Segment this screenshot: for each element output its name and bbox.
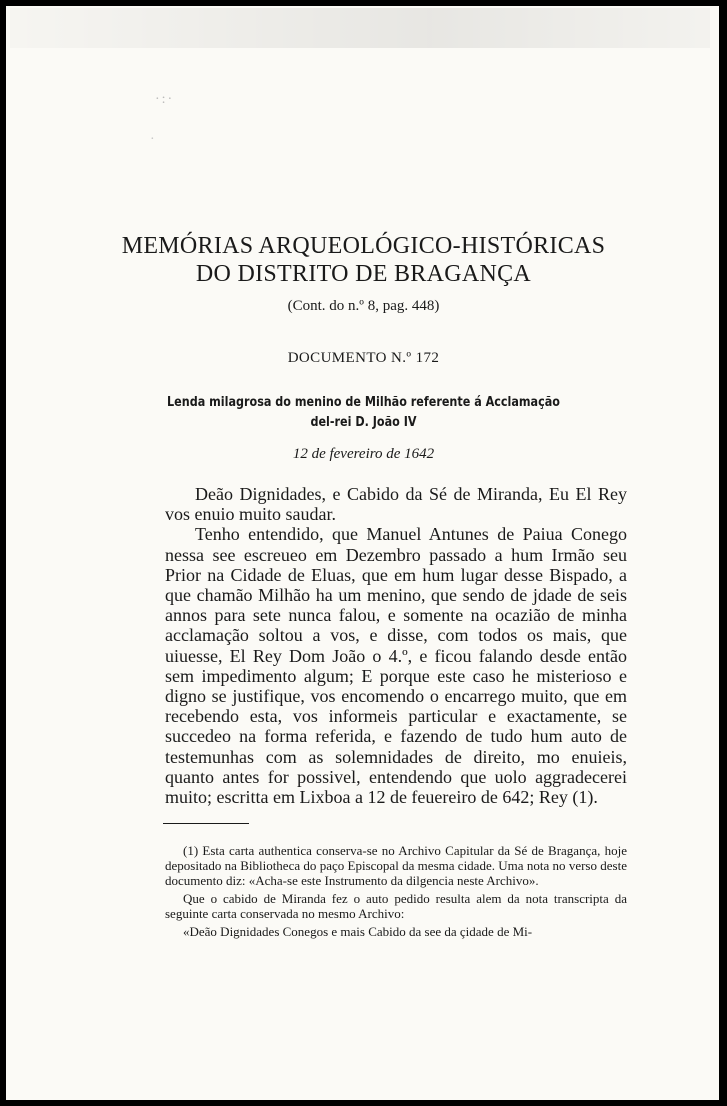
faint-ink-mark: ·:· <box>155 92 175 107</box>
scan-border-bottom <box>0 1100 727 1106</box>
title-line: DO DISTRITO DE BRAGANÇA <box>195 261 532 287</box>
footnotes <box>165 843 627 939</box>
title-line: MEMÓRIAS ARQUEOLÓGICO-HISTÓRICAS <box>121 233 606 259</box>
footnote: «Deão Dignidades Conegos e mais Cabido da see da çidade de Mi- <box>183 924 533 939</box>
body-paragraph: Tenho entendido, que Manuel Antunes de Paiua Conego nessa see escreueo em Dezembro passado a hum Irmão seu Prior na Cidade de Eluas, que em hum lugar desse Bispado, a que chamão Milhão ha um menino, que sendo de jdade de seis annos para sete nunca falou, e somente na ocazião de minha acclamação soltou a vos, e disse, com todos os mais, que uiuesse, El Rey Dom João o 4.º, e ficou falando desde então sem impedimento algum; E porque este caso he misterioso e digno se justifique, vos encomendo o encarrego muito, que em recebendo esta, vos informeis particular e exactamente, se succedeo na forma referida, e fazendo de tudo hum auto de testemunhas com as solemnidades de direito, mo enuieis, quanto antes for possivel, entendendo que uolo aggradecerei muito; escritta em Lixboa a 12 de feuereiro de 642; Rey (1). <box>165 524 627 808</box>
document-date: 12 de fevereiro de 1642 <box>292 446 435 462</box>
scan-noise <box>10 8 710 48</box>
body-paragraph: Deão Dignidades, e Cabido da Sé de Miranda, Eu El Rey vos enuio muito saudar. <box>165 484 627 525</box>
continuation-note: (Cont. do n.º 8, pag. 448) <box>287 298 440 314</box>
faint-ink-mark: · <box>150 132 155 147</box>
subtitle-line: Lenda milagrosa do menino de Milhão referente á Acclamação <box>167 395 560 410</box>
scan-border-top <box>0 0 727 6</box>
document-subtitle <box>51 393 676 433</box>
scan-border-left <box>0 0 6 1106</box>
page-title <box>0 232 727 288</box>
scan-border-right <box>719 0 727 1106</box>
letter-body <box>165 484 627 807</box>
footnote: (1) Esta carta authentica conserva-se no Archivo Capitular da Sé de Bragança, hoje depositado na Bibliotheca do paço Episcopal da mesma cidade. Uma nota no verso deste documento diz: «Acha-se este Instrumento da dilgencia neste Archivo». <box>165 843 627 888</box>
subtitle-line: del-rei D. João IV <box>310 415 417 430</box>
footnote: Que o cabido de Miranda fez o auto pedido resulta alem da nota transcripta da seguinte carta conservada no mesmo Archivo: <box>165 891 627 921</box>
footnote-divider <box>163 823 249 824</box>
document-number: DOCUMENTO N.º 172 <box>287 350 440 366</box>
